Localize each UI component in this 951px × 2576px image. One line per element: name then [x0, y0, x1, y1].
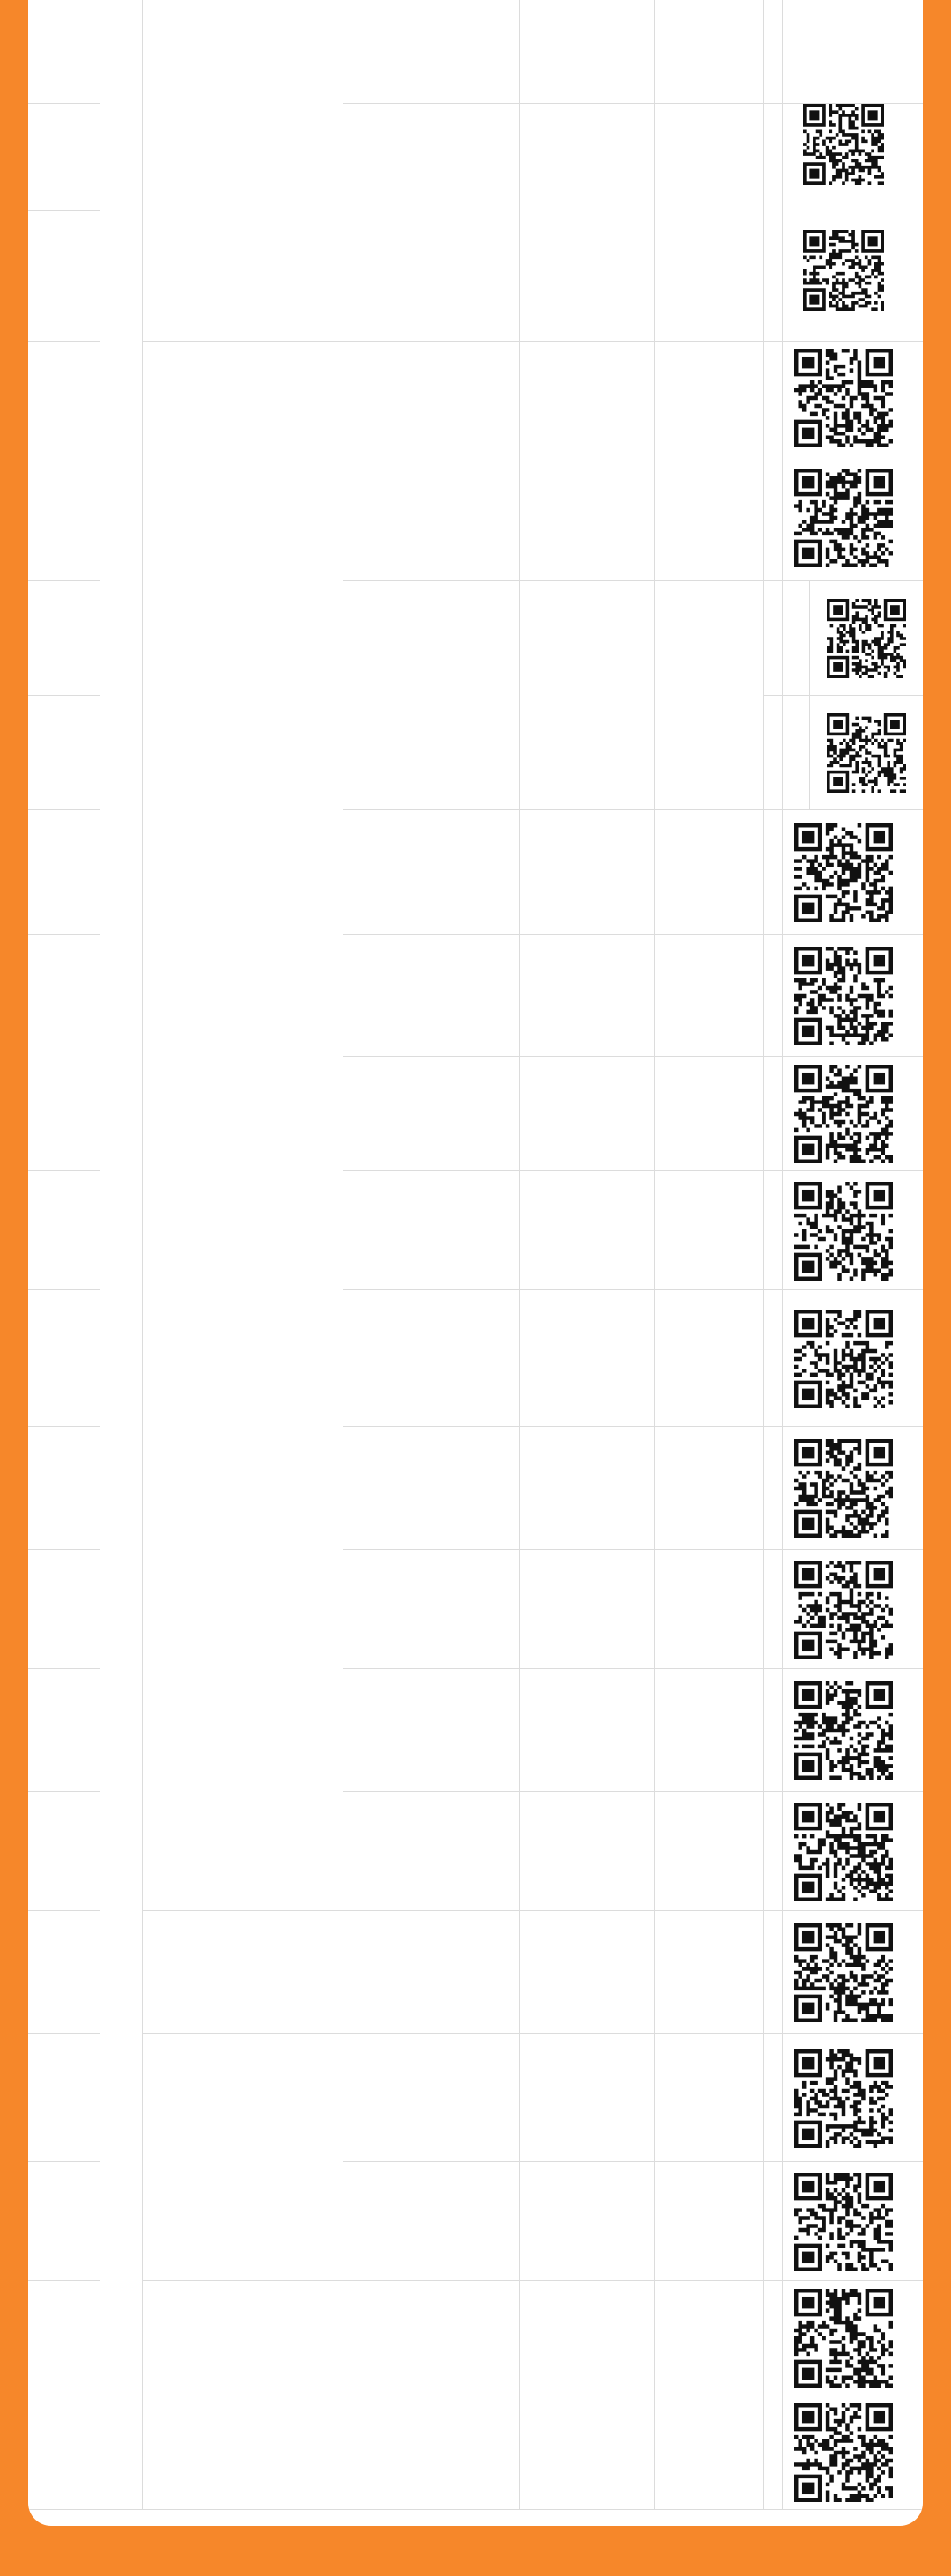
item-target	[520, 104, 655, 342]
qr-code[interactable]	[794, 2049, 893, 2148]
item-target	[520, 810, 655, 935]
dept-cell	[764, 0, 923, 104]
qr-code-icon	[794, 1803, 893, 1901]
item-target	[520, 1792, 655, 1911]
item-condition	[655, 1792, 764, 1911]
item-target	[520, 1669, 655, 1792]
item-name	[343, 1057, 520, 1171]
qr-code[interactable]	[794, 1803, 893, 1901]
qr-code-icon	[794, 1182, 893, 1281]
qr-code-national[interactable]	[827, 599, 906, 678]
qr-code[interactable]	[794, 2403, 893, 2502]
item-name	[343, 1669, 520, 1792]
item-target	[520, 1911, 655, 2034]
item-name	[343, 935, 520, 1057]
item-condition	[655, 104, 764, 342]
row-number-31	[28, 342, 100, 581]
qr-code[interactable]	[794, 823, 893, 922]
item-target	[520, 1057, 655, 1171]
qr-code-icon	[794, 2049, 893, 2148]
item-target	[520, 1427, 655, 1550]
level-city	[764, 696, 810, 810]
item-name	[343, 1171, 520, 1290]
qr-code-icon	[794, 947, 893, 1045]
item-name	[343, 1792, 520, 1911]
qr-code-icon	[794, 1439, 893, 1538]
item-target	[520, 2162, 655, 2281]
item-name	[343, 810, 520, 935]
qr-code-mobile[interactable]	[803, 230, 884, 314]
group-skill	[143, 342, 343, 1911]
item-condition	[655, 342, 764, 454]
level-national	[764, 581, 810, 696]
qr-code-national-icon	[827, 599, 906, 678]
item-target	[520, 1171, 655, 1290]
bottom-orange-margin	[28, 2526, 923, 2576]
item-condition	[655, 2395, 764, 2510]
group-hard	[143, 2281, 343, 2510]
qr-code[interactable]	[794, 1065, 893, 1163]
item-condition	[655, 581, 764, 810]
row-number-32	[28, 581, 100, 696]
item-condition	[655, 1550, 764, 1669]
item-condition	[655, 810, 764, 935]
row-number-43	[28, 2034, 100, 2162]
item-target	[520, 1550, 655, 1669]
policy-table-card	[28, 0, 923, 2526]
row-number-34	[28, 810, 100, 935]
item-target	[520, 0, 655, 104]
qr-code[interactable]	[794, 469, 893, 567]
qr-code-icon	[794, 349, 893, 447]
row-number-45	[28, 2281, 100, 2395]
group-unemp	[143, 2034, 343, 2281]
qr-code-icon	[794, 1561, 893, 1659]
item-target	[520, 581, 655, 810]
item-name	[343, 2034, 520, 2162]
qr-code-mobile-icon	[803, 230, 884, 311]
qr-code-icon	[794, 2173, 893, 2271]
item-target	[520, 2281, 655, 2395]
item-name	[343, 1290, 520, 1427]
item-condition	[655, 935, 764, 1057]
item-name	[343, 1427, 520, 1550]
item-target	[520, 935, 655, 1057]
row-number-30	[28, 211, 100, 342]
item-condition	[655, 0, 764, 104]
item-target	[520, 454, 655, 581]
qr-code-icon	[794, 1065, 893, 1163]
qr-code[interactable]	[794, 349, 893, 447]
item-condition	[655, 1427, 764, 1550]
group-senior	[143, 1911, 343, 2034]
item-target	[520, 2395, 655, 2510]
item-name	[343, 0, 520, 104]
item-condition	[655, 1290, 764, 1427]
qr-code[interactable]	[794, 1561, 893, 1659]
item-name	[343, 454, 520, 581]
qr-code-icon	[794, 1923, 893, 2022]
item-name	[343, 2395, 520, 2510]
row-number-37	[28, 1290, 100, 1427]
qr-code-pc[interactable]	[803, 104, 884, 188]
policy-table	[28, 0, 923, 2510]
row-number-39	[28, 1550, 100, 1669]
row-number-28	[28, 0, 100, 104]
row-number-38	[28, 1427, 100, 1550]
qr-code-icon	[794, 469, 893, 567]
item-condition	[655, 1057, 764, 1171]
item-condition	[655, 2034, 764, 2162]
item-name	[343, 1550, 520, 1669]
qr-code[interactable]	[794, 2289, 893, 2388]
item-name	[343, 342, 520, 454]
qr-code-icon	[794, 1310, 893, 1408]
qr-code-icon	[794, 2403, 893, 2502]
item-condition	[655, 1171, 764, 1290]
qr-code-icon	[794, 2289, 893, 2388]
qr-code[interactable]	[794, 2173, 893, 2271]
qr-code[interactable]	[794, 1923, 893, 2022]
qr-code-icon	[794, 823, 893, 922]
item-target	[520, 2034, 655, 2162]
item-name	[343, 104, 520, 342]
qr-code[interactable]	[794, 947, 893, 1045]
item-condition	[655, 2281, 764, 2395]
qr-code[interactable]	[794, 1439, 893, 1538]
item-target	[520, 1290, 655, 1427]
row-number-46	[28, 2395, 100, 2510]
row-number-42	[28, 1911, 100, 2034]
row-number-41	[28, 1792, 100, 1911]
item-condition	[655, 2162, 764, 2281]
group-col1-blank	[100, 0, 143, 2510]
qr-code-city[interactable]	[827, 713, 906, 793]
qr-code-city-icon	[827, 713, 906, 793]
row-number-44	[28, 2162, 100, 2281]
qr-code[interactable]	[794, 1681, 893, 1780]
item-name	[343, 1911, 520, 2034]
item-name	[343, 581, 520, 810]
item-target	[520, 342, 655, 454]
row-number-33	[28, 696, 100, 810]
qr-code-icon	[794, 1681, 893, 1780]
item-name	[343, 2162, 520, 2281]
row-number-36	[28, 1171, 100, 1290]
group-recruit	[143, 0, 343, 342]
qr-code[interactable]	[794, 1310, 893, 1408]
row-number-40	[28, 1669, 100, 1792]
item-name	[343, 2281, 520, 2395]
qr-code[interactable]	[794, 1182, 893, 1281]
row-number-29	[28, 104, 100, 211]
item-condition	[655, 1911, 764, 2034]
item-condition	[655, 1669, 764, 1792]
item-condition	[655, 454, 764, 581]
row-number-35	[28, 935, 100, 1171]
qr-code-pc-icon	[803, 104, 884, 185]
